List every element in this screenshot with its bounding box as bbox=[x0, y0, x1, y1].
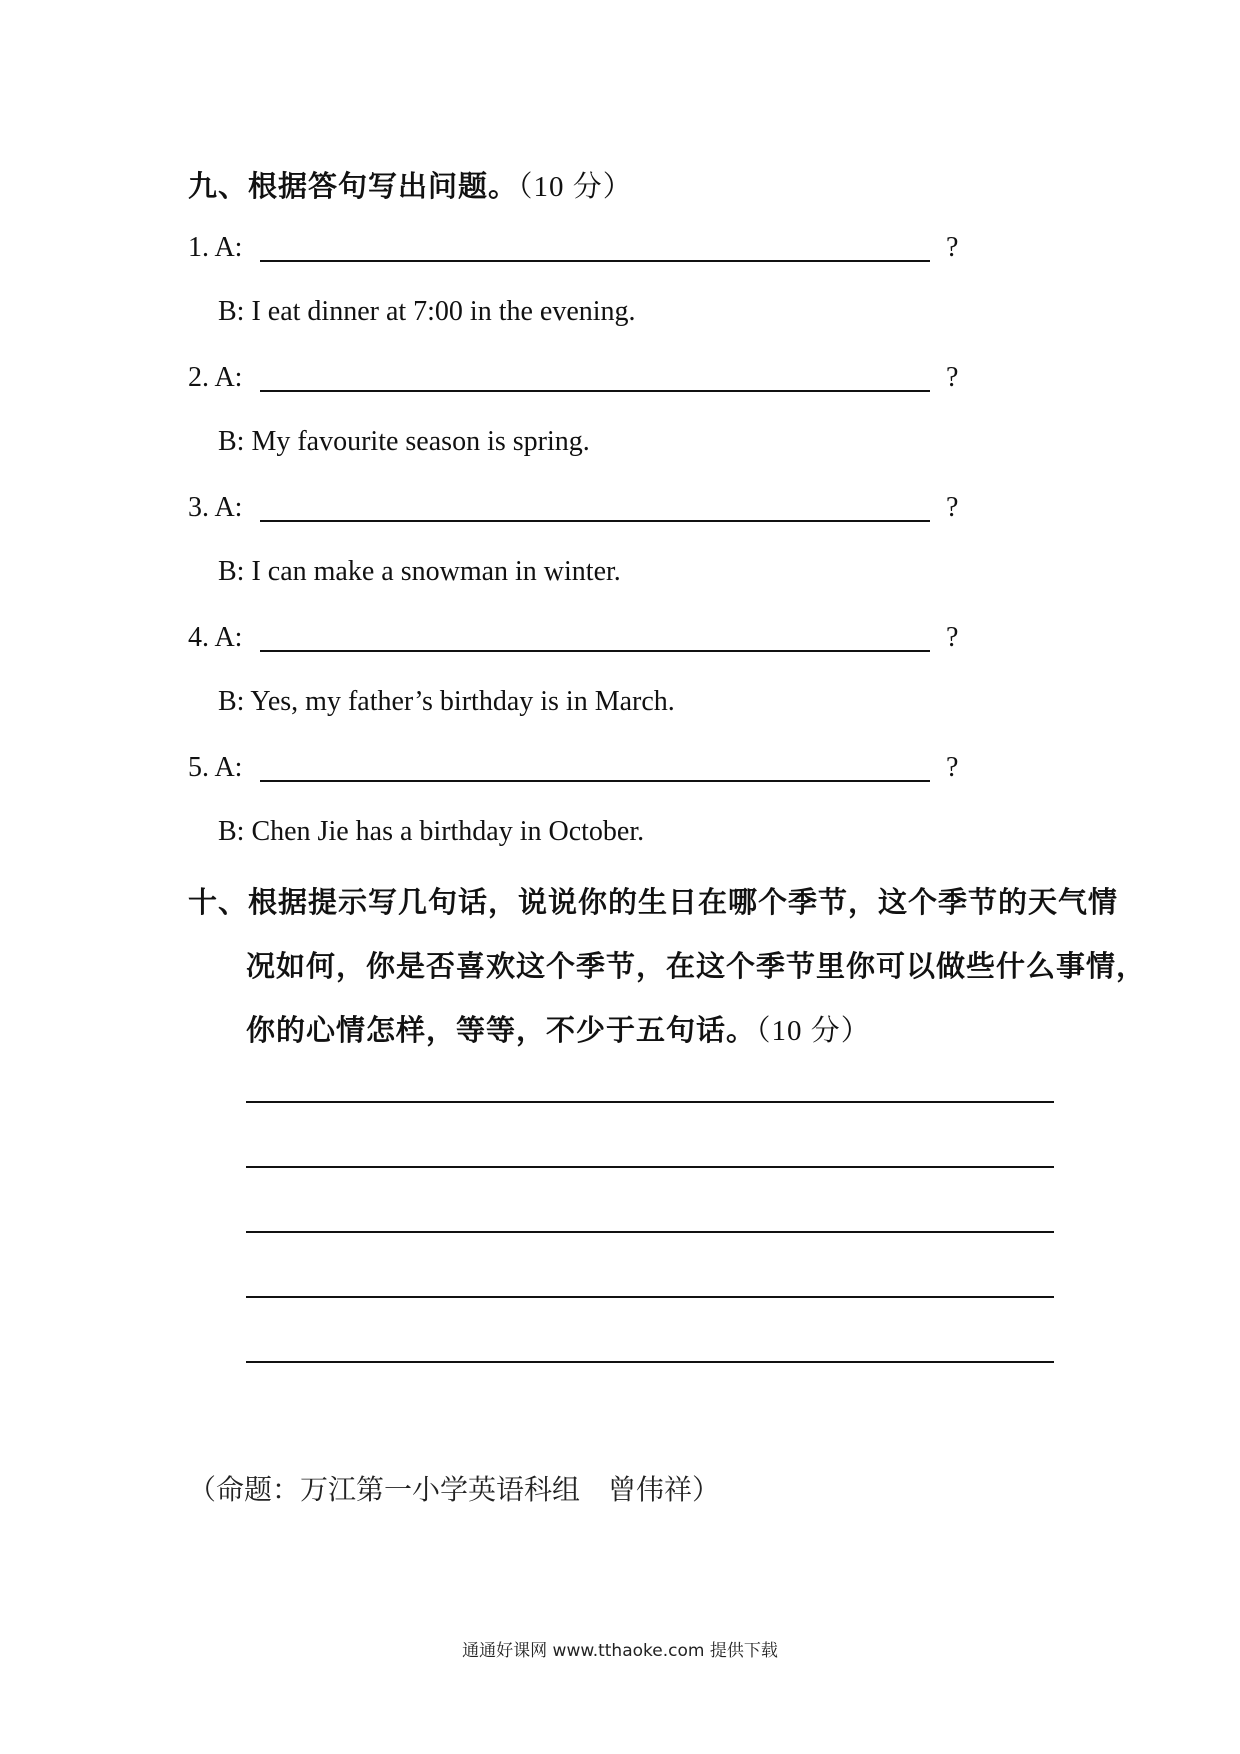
question-mark: ? bbox=[946, 752, 959, 783]
answer-blank[interactable] bbox=[260, 780, 930, 782]
question-number: 2. A: bbox=[188, 362, 243, 393]
question-mark: ? bbox=[946, 232, 959, 263]
question-row bbox=[188, 618, 968, 658]
answer-blank[interactable] bbox=[260, 520, 930, 522]
question-number: 3. A: bbox=[188, 492, 243, 523]
writing-line[interactable] bbox=[246, 1166, 1054, 1168]
writing-line[interactable] bbox=[246, 1101, 1054, 1103]
question-row bbox=[188, 488, 968, 528]
answer-sentence: B: My favourite season is spring. bbox=[218, 426, 590, 457]
question-mark: ? bbox=[946, 492, 959, 523]
section-10-title-line-1: 十、根据提示写几句话，说说你的生日在哪个季节，这个季节的天气情 bbox=[188, 885, 1119, 919]
question-row bbox=[188, 228, 968, 268]
section-9-title-text: 九、根据答句写出问题。 bbox=[188, 169, 519, 203]
answer-blank[interactable] bbox=[260, 650, 930, 652]
writing-line[interactable] bbox=[246, 1361, 1054, 1363]
answer-sentence: B: Yes, my father’s birthday is in March. bbox=[218, 686, 675, 717]
answer-blank[interactable] bbox=[260, 260, 930, 262]
question-mark: ? bbox=[946, 362, 959, 393]
question-mark: ? bbox=[946, 622, 959, 653]
answer-sentence: B: I can make a snowman in winter. bbox=[218, 556, 621, 587]
question-number: 1. A: bbox=[188, 232, 243, 263]
question-number: 4. A: bbox=[188, 622, 243, 653]
page-footer: 通通好课网 www.tthaoke.com 提供下载 bbox=[462, 1641, 778, 1661]
section-10-title-line-2: 况如何，你是否喜欢这个季节，在这个季节里你可以做些什么事情， bbox=[246, 949, 1147, 983]
section-9-score: （10 分） bbox=[518, 171, 633, 203]
section-10-score: （10 分） bbox=[756, 1015, 871, 1047]
writing-line[interactable] bbox=[246, 1231, 1054, 1233]
answer-blank[interactable] bbox=[260, 390, 930, 392]
answer-sentence: B: Chen Jie has a birthday in October. bbox=[218, 816, 645, 847]
answer-sentence: B: I eat dinner at 7:00 in the evening. bbox=[218, 296, 636, 327]
question-number: 5. A: bbox=[188, 752, 243, 783]
question-row bbox=[188, 748, 968, 788]
section-10-title-text: 你的心情怎样，等等，不少于五句话。 bbox=[246, 1013, 757, 1047]
section-10-title-line-3 bbox=[246, 1008, 871, 1049]
author-credit: （命题：万江第一小学英语科组 曾伟祥） bbox=[188, 1473, 721, 1506]
writing-line[interactable] bbox=[246, 1296, 1054, 1298]
section-9-title bbox=[188, 164, 633, 205]
question-row bbox=[188, 358, 968, 398]
